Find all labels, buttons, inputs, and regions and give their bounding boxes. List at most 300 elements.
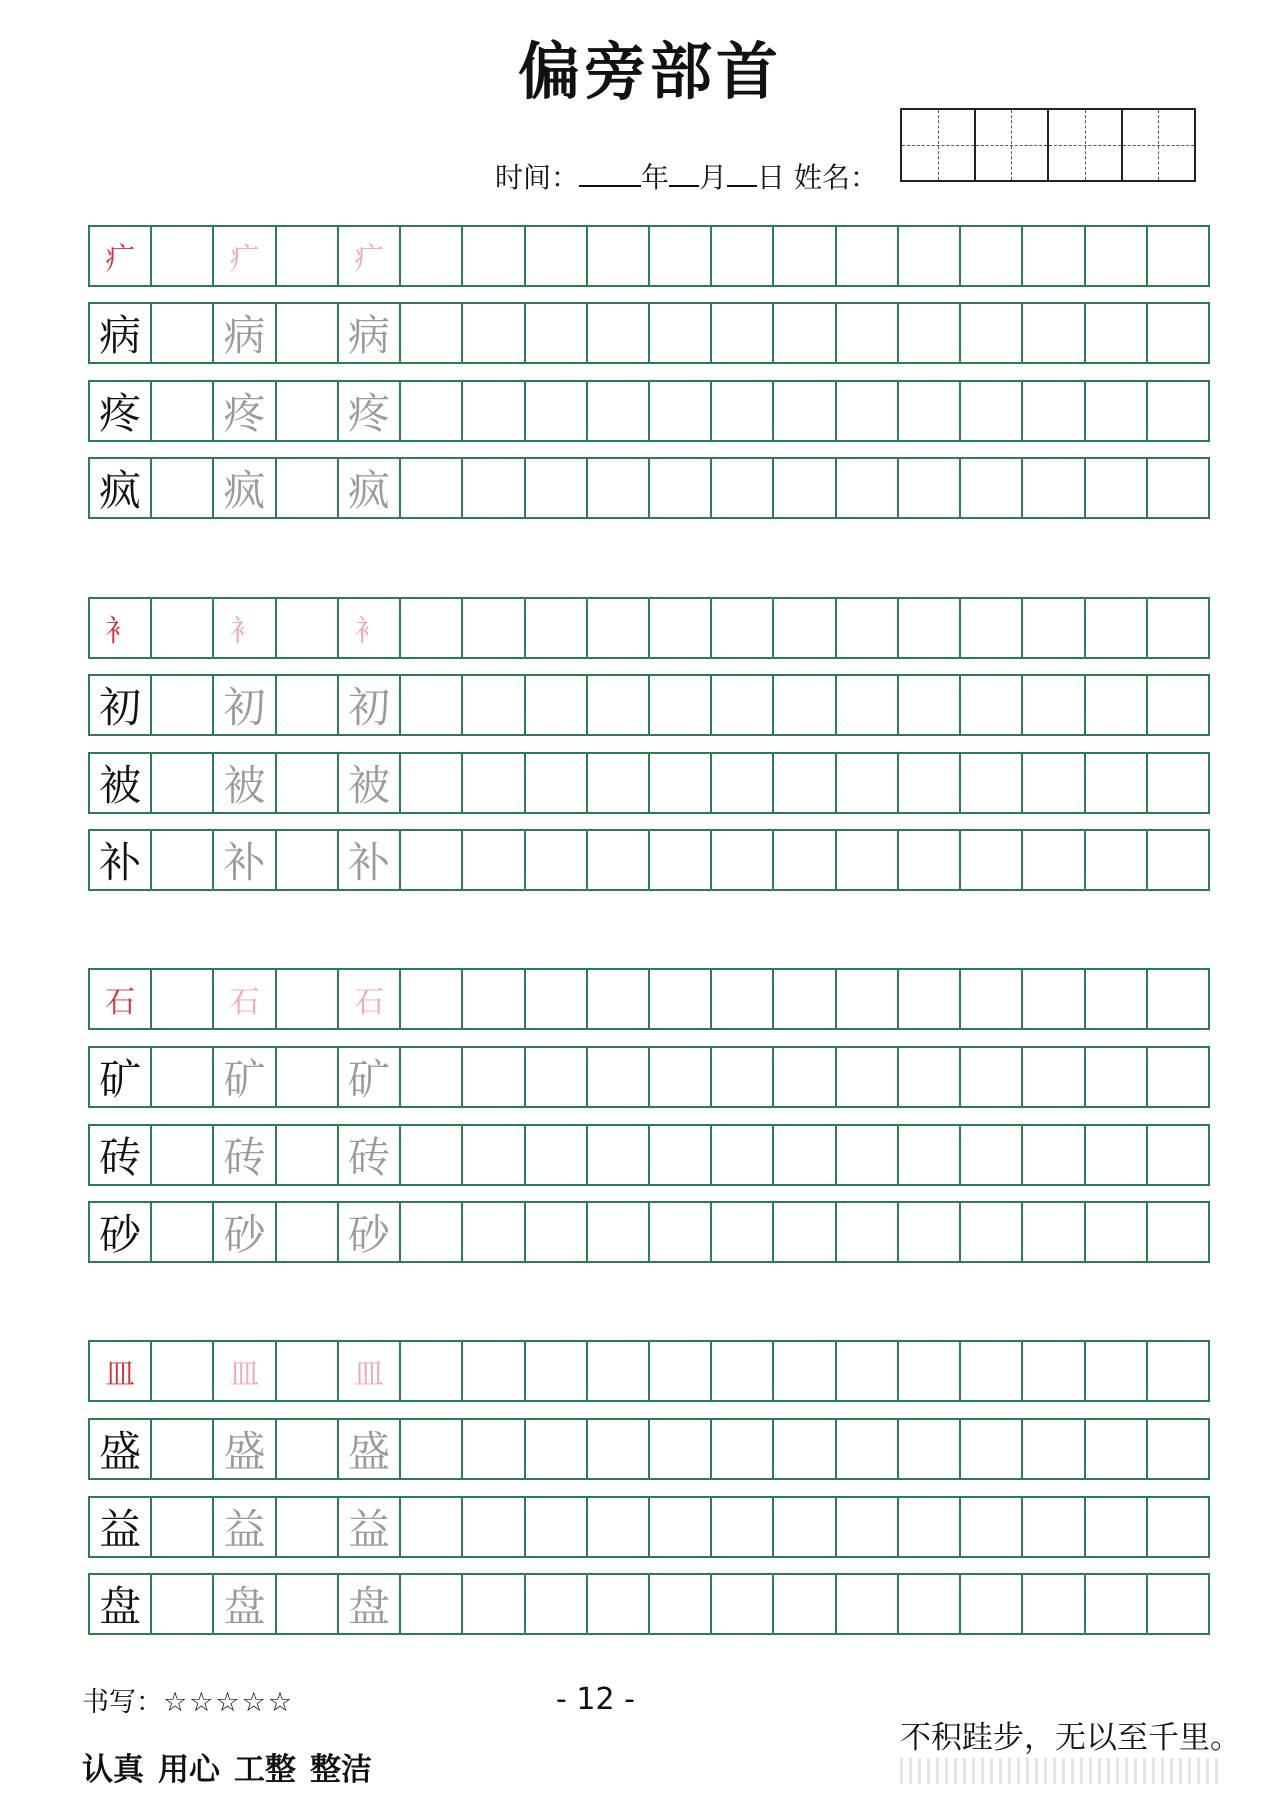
writing-cell[interactable] (526, 1575, 588, 1633)
writing-cell[interactable] (401, 304, 463, 362)
writing-cell[interactable] (1023, 382, 1085, 440)
name-label: 姓名： (793, 161, 878, 194)
rating-stars[interactable]: ☆☆☆☆☆ (163, 1687, 295, 1718)
model-character[interactable]: 盛 (90, 1420, 152, 1478)
writing-cell[interactable] (837, 1203, 899, 1261)
trace-character[interactable]: 皿 (339, 1342, 401, 1400)
writing-cell[interactable] (712, 754, 774, 812)
writing-cell[interactable] (899, 1575, 961, 1633)
writing-cell[interactable] (774, 831, 836, 889)
trace-character[interactable]: 益 (214, 1498, 276, 1556)
writing-cell[interactable] (588, 304, 650, 362)
writing-cell[interactable] (774, 1575, 836, 1633)
writing-cell[interactable] (277, 1203, 339, 1261)
writing-cell[interactable] (526, 754, 588, 812)
writing-cell[interactable] (774, 676, 836, 734)
writing-cell[interactable] (463, 227, 525, 285)
writing-cell[interactable] (401, 970, 463, 1028)
writing-cell[interactable] (1148, 227, 1208, 285)
writing-cell[interactable] (961, 1203, 1023, 1261)
writing-cell[interactable] (1023, 599, 1085, 657)
writing-cell[interactable] (1148, 1420, 1208, 1478)
writing-cell[interactable] (899, 304, 961, 362)
writing-cell[interactable] (401, 1203, 463, 1261)
writing-cell[interactable] (526, 1498, 588, 1556)
writing-cell[interactable] (277, 970, 339, 1028)
writing-cell[interactable] (526, 1420, 588, 1478)
writing-cell[interactable] (650, 599, 712, 657)
writing-cell[interactable] (712, 1048, 774, 1106)
writing-cell[interactable] (152, 1126, 214, 1184)
writing-cell[interactable] (1148, 1498, 1208, 1556)
writing-cell[interactable] (588, 1420, 650, 1478)
writing-cell[interactable] (401, 831, 463, 889)
writing-cell[interactable] (774, 599, 836, 657)
writing-cell[interactable] (1148, 459, 1208, 517)
writing-cell[interactable] (837, 970, 899, 1028)
writing-cell[interactable] (277, 459, 339, 517)
trace-character[interactable]: 疒 (339, 227, 401, 285)
writing-cell[interactable] (1086, 831, 1148, 889)
writing-cell[interactable] (1148, 1575, 1208, 1633)
writing-cell[interactable] (899, 1203, 961, 1261)
writing-cell[interactable] (463, 970, 525, 1028)
trace-character[interactable]: 矿 (339, 1048, 401, 1106)
writing-cell[interactable] (1023, 1498, 1085, 1556)
writing-cell[interactable] (277, 599, 339, 657)
name-cell[interactable] (1123, 110, 1195, 180)
trace-character[interactable]: 矿 (214, 1048, 276, 1106)
trace-character[interactable]: 衤 (214, 599, 276, 657)
trace-character[interactable]: 被 (214, 754, 276, 812)
writing-cell[interactable] (712, 970, 774, 1028)
writing-cell[interactable] (1086, 304, 1148, 362)
writing-cell[interactable] (1148, 970, 1208, 1028)
model-character[interactable]: 盘 (90, 1575, 152, 1633)
writing-cell[interactable] (837, 1048, 899, 1106)
year-blank[interactable] (579, 159, 641, 187)
writing-cell[interactable] (712, 676, 774, 734)
trace-character[interactable]: 盛 (339, 1420, 401, 1478)
writing-cell[interactable] (899, 1420, 961, 1478)
writing-cell[interactable] (152, 754, 214, 812)
trace-character[interactable]: 盘 (214, 1575, 276, 1633)
writing-cell[interactable] (1148, 1126, 1208, 1184)
writing-cell[interactable] (1086, 970, 1148, 1028)
writing-cell[interactable] (463, 1203, 525, 1261)
writing-cell[interactable] (837, 1420, 899, 1478)
writing-cell[interactable] (152, 1342, 214, 1400)
writing-cell[interactable] (961, 599, 1023, 657)
writing-cell[interactable] (526, 1342, 588, 1400)
writing-cell[interactable] (774, 1203, 836, 1261)
writing-cell[interactable] (837, 676, 899, 734)
writing-cell[interactable] (899, 676, 961, 734)
writing-cell[interactable] (837, 304, 899, 362)
trace-character[interactable]: 衤 (339, 599, 401, 657)
writing-cell[interactable] (837, 1126, 899, 1184)
writing-cell[interactable] (401, 1420, 463, 1478)
writing-cell[interactable] (277, 1498, 339, 1556)
trace-character[interactable]: 砖 (339, 1126, 401, 1184)
writing-cell[interactable] (588, 676, 650, 734)
name-cell[interactable] (976, 110, 1050, 180)
writing-cell[interactable] (463, 1048, 525, 1106)
writing-cell[interactable] (401, 1498, 463, 1556)
writing-cell[interactable] (277, 304, 339, 362)
writing-cell[interactable] (1086, 754, 1148, 812)
writing-cell[interactable] (899, 227, 961, 285)
writing-cell[interactable] (1023, 1342, 1085, 1400)
writing-cell[interactable] (774, 1498, 836, 1556)
writing-cell[interactable] (650, 1575, 712, 1633)
writing-cell[interactable] (650, 227, 712, 285)
writing-cell[interactable] (712, 599, 774, 657)
writing-cell[interactable] (588, 382, 650, 440)
trace-character[interactable]: 石 (214, 970, 276, 1028)
model-character[interactable]: 砂 (90, 1203, 152, 1261)
writing-cell[interactable] (1086, 599, 1148, 657)
writing-cell[interactable] (650, 1498, 712, 1556)
writing-cell[interactable] (1148, 754, 1208, 812)
writing-cell[interactable] (837, 754, 899, 812)
writing-cell[interactable] (774, 1126, 836, 1184)
writing-cell[interactable] (961, 1575, 1023, 1633)
writing-cell[interactable] (463, 1342, 525, 1400)
writing-cell[interactable] (277, 1126, 339, 1184)
writing-cell[interactable] (650, 1420, 712, 1478)
writing-cell[interactable] (152, 304, 214, 362)
writing-cell[interactable] (1086, 1342, 1148, 1400)
writing-cell[interactable] (588, 1575, 650, 1633)
model-character[interactable]: 疯 (90, 459, 152, 517)
writing-cell[interactable] (152, 970, 214, 1028)
writing-cell[interactable] (961, 1342, 1023, 1400)
writing-cell[interactable] (774, 459, 836, 517)
writing-cell[interactable] (277, 831, 339, 889)
model-character[interactable]: 砖 (90, 1126, 152, 1184)
writing-cell[interactable] (712, 1342, 774, 1400)
writing-cell[interactable] (277, 227, 339, 285)
writing-cell[interactable] (899, 599, 961, 657)
writing-cell[interactable] (526, 459, 588, 517)
writing-cell[interactable] (899, 1342, 961, 1400)
writing-cell[interactable] (401, 754, 463, 812)
writing-cell[interactable] (152, 1203, 214, 1261)
writing-cell[interactable] (277, 676, 339, 734)
writing-cell[interactable] (1086, 1420, 1148, 1478)
writing-cell[interactable] (650, 1126, 712, 1184)
writing-cell[interactable] (526, 304, 588, 362)
writing-cell[interactable] (152, 676, 214, 734)
writing-cell[interactable] (1086, 1575, 1148, 1633)
writing-cell[interactable] (961, 1048, 1023, 1106)
writing-cell[interactable] (401, 459, 463, 517)
writing-cell[interactable] (1148, 676, 1208, 734)
writing-cell[interactable] (1148, 382, 1208, 440)
writing-cell[interactable] (463, 459, 525, 517)
writing-cell[interactable] (1086, 227, 1148, 285)
writing-cell[interactable] (526, 599, 588, 657)
model-character[interactable]: 矿 (90, 1048, 152, 1106)
writing-cell[interactable] (961, 1498, 1023, 1556)
writing-cell[interactable] (1023, 1420, 1085, 1478)
writing-cell[interactable] (401, 382, 463, 440)
slogan (82, 1744, 386, 1789)
writing-cell[interactable] (837, 1342, 899, 1400)
writing-cell[interactable] (650, 754, 712, 812)
writing-cell[interactable] (774, 382, 836, 440)
writing-cell[interactable] (1023, 1575, 1085, 1633)
writing-cell[interactable] (837, 459, 899, 517)
writing-cell[interactable] (588, 459, 650, 517)
writing-cell[interactable] (463, 1575, 525, 1633)
writing-cell[interactable] (1086, 1126, 1148, 1184)
trace-character[interactable]: 初 (339, 676, 401, 734)
trace-character[interactable]: 砂 (214, 1203, 276, 1261)
writing-cell[interactable] (401, 676, 463, 734)
writing-cell[interactable] (463, 1126, 525, 1184)
trace-character[interactable]: 疯 (339, 459, 401, 517)
trace-character[interactable]: 益 (339, 1498, 401, 1556)
writing-cell[interactable] (712, 459, 774, 517)
writing-cell[interactable] (650, 1342, 712, 1400)
model-character[interactable]: 初 (90, 676, 152, 734)
writing-cell[interactable] (1086, 459, 1148, 517)
writing-cell[interactable] (152, 599, 214, 657)
trace-character[interactable]: 盛 (214, 1420, 276, 1478)
model-character[interactable]: 衤 (90, 599, 152, 657)
writing-cell[interactable] (401, 227, 463, 285)
writing-cell[interactable] (712, 1498, 774, 1556)
name-cell[interactable] (1049, 110, 1123, 180)
writing-cell[interactable] (650, 382, 712, 440)
writing-cell[interactable] (277, 1575, 339, 1633)
writing-cell[interactable] (152, 1420, 214, 1478)
writing-cell[interactable] (1086, 1048, 1148, 1106)
writing-cell[interactable] (961, 970, 1023, 1028)
writing-cell[interactable] (588, 1126, 650, 1184)
writing-cell[interactable] (899, 382, 961, 440)
trace-character[interactable]: 补 (339, 831, 401, 889)
writing-cell[interactable] (899, 1126, 961, 1184)
writing-cell[interactable] (837, 831, 899, 889)
writing-cell[interactable] (526, 1203, 588, 1261)
writing-cell[interactable] (837, 227, 899, 285)
writing-cell[interactable] (774, 1048, 836, 1106)
writing-cell[interactable] (961, 227, 1023, 285)
writing-cell[interactable] (588, 1048, 650, 1106)
writing-cell[interactable] (526, 1048, 588, 1106)
writing-cell[interactable] (152, 831, 214, 889)
trace-character[interactable]: 补 (214, 831, 276, 889)
writing-cell[interactable] (774, 1342, 836, 1400)
day-blank[interactable] (727, 159, 757, 187)
month-blank[interactable] (669, 159, 699, 187)
writing-cell[interactable] (650, 1203, 712, 1261)
writing-cell[interactable] (401, 1048, 463, 1106)
writing-cell[interactable] (152, 1048, 214, 1106)
trace-character[interactable]: 病 (214, 304, 276, 362)
writing-cell[interactable] (463, 382, 525, 440)
writing-cell[interactable] (774, 227, 836, 285)
writing-cell[interactable] (463, 754, 525, 812)
writing-cell[interactable] (961, 304, 1023, 362)
writing-cell[interactable] (588, 754, 650, 812)
writing-cell[interactable] (837, 1575, 899, 1633)
writing-cell[interactable] (152, 1498, 214, 1556)
writing-cell[interactable] (1086, 676, 1148, 734)
writing-cell[interactable] (526, 831, 588, 889)
model-character[interactable]: 益 (90, 1498, 152, 1556)
writing-cell[interactable] (1023, 227, 1085, 285)
writing-cell[interactable] (712, 831, 774, 889)
trace-character[interactable]: 疯 (214, 459, 276, 517)
writing-cell[interactable] (650, 831, 712, 889)
writing-cell[interactable] (961, 1126, 1023, 1184)
writing-cell[interactable] (899, 754, 961, 812)
writing-cell[interactable] (712, 227, 774, 285)
writing-cell[interactable] (961, 1420, 1023, 1478)
writing-cell[interactable] (837, 599, 899, 657)
writing-cell[interactable] (1148, 1048, 1208, 1106)
writing-cell[interactable] (588, 1203, 650, 1261)
writing-cell[interactable] (837, 382, 899, 440)
writing-cell[interactable] (152, 382, 214, 440)
trace-character[interactable]: 疒 (214, 227, 276, 285)
writing-cell[interactable] (961, 382, 1023, 440)
writing-cell[interactable] (961, 754, 1023, 812)
writing-cell[interactable] (588, 227, 650, 285)
writing-cell[interactable] (401, 1126, 463, 1184)
writing-cell[interactable] (277, 1420, 339, 1478)
trace-character[interactable]: 皿 (214, 1342, 276, 1400)
writing-cell[interactable] (401, 1575, 463, 1633)
writing-cell[interactable] (650, 304, 712, 362)
trace-character[interactable]: 石 (339, 970, 401, 1028)
writing-cell[interactable] (1086, 382, 1148, 440)
writing-cell[interactable] (401, 599, 463, 657)
writing-cell[interactable] (463, 1420, 525, 1478)
trace-character[interactable]: 病 (339, 304, 401, 362)
writing-cell[interactable] (1023, 831, 1085, 889)
writing-cell[interactable] (1023, 304, 1085, 362)
writing-cell[interactable] (961, 459, 1023, 517)
writing-cell[interactable] (588, 599, 650, 657)
writing-cell[interactable] (1023, 970, 1085, 1028)
writing-cell[interactable] (774, 754, 836, 812)
writing-cell[interactable] (463, 304, 525, 362)
writing-cell[interactable] (588, 831, 650, 889)
writing-cell[interactable] (961, 831, 1023, 889)
writing-cell[interactable] (277, 382, 339, 440)
writing-cell[interactable] (1023, 1126, 1085, 1184)
trace-character[interactable]: 砖 (214, 1126, 276, 1184)
writing-cell[interactable] (277, 1342, 339, 1400)
writing-cell[interactable] (1023, 459, 1085, 517)
writing-cell[interactable] (1148, 1342, 1208, 1400)
writing-cell[interactable] (774, 970, 836, 1028)
writing-cell[interactable] (1148, 599, 1208, 657)
writing-cell[interactable] (1023, 754, 1085, 812)
model-character[interactable]: 皿 (90, 1342, 152, 1400)
writing-cell[interactable] (712, 1575, 774, 1633)
writing-cell[interactable] (712, 1420, 774, 1478)
character-row (88, 1418, 1210, 1480)
writing-cell[interactable] (1148, 1203, 1208, 1261)
model-character[interactable]: 疒 (90, 227, 152, 285)
writing-cell[interactable] (526, 227, 588, 285)
writing-cell[interactable] (1086, 1498, 1148, 1556)
writing-cell[interactable] (712, 382, 774, 440)
writing-cell[interactable] (712, 1203, 774, 1261)
writing-cell[interactable] (526, 1126, 588, 1184)
model-character[interactable]: 病 (90, 304, 152, 362)
writing-cell[interactable] (463, 599, 525, 657)
writing-cell[interactable] (152, 227, 214, 285)
trace-character[interactable]: 疼 (339, 382, 401, 440)
writing-cell[interactable] (899, 1048, 961, 1106)
trace-character[interactable]: 盘 (339, 1575, 401, 1633)
writing-cell[interactable] (1148, 304, 1208, 362)
writing-cell[interactable] (1023, 1203, 1085, 1261)
writing-cell[interactable] (650, 676, 712, 734)
writing-cell[interactable] (277, 754, 339, 812)
writing-cell[interactable] (1086, 1203, 1148, 1261)
writing-cell[interactable] (650, 970, 712, 1028)
writing-cell[interactable] (463, 676, 525, 734)
trace-character[interactable]: 疼 (214, 382, 276, 440)
writing-cell[interactable] (712, 304, 774, 362)
writing-cell[interactable] (899, 970, 961, 1028)
writing-cell[interactable] (837, 1498, 899, 1556)
model-character[interactable]: 疼 (90, 382, 152, 440)
writing-cell[interactable] (1023, 1048, 1085, 1106)
writing-cell[interactable] (899, 459, 961, 517)
model-character[interactable]: 石 (90, 970, 152, 1028)
name-box[interactable] (900, 108, 1196, 182)
writing-cell[interactable] (277, 1048, 339, 1106)
writing-cell[interactable] (899, 1498, 961, 1556)
writing-cell[interactable] (650, 1048, 712, 1106)
writing-cell[interactable] (650, 459, 712, 517)
name-cell[interactable] (902, 110, 976, 180)
writing-cell[interactable] (1148, 831, 1208, 889)
writing-cell[interactable] (588, 970, 650, 1028)
model-character[interactable]: 被 (90, 754, 152, 812)
writing-cell[interactable] (899, 831, 961, 889)
writing-cell[interactable] (588, 1498, 650, 1556)
writing-cell[interactable] (588, 1342, 650, 1400)
writing-cell[interactable] (774, 1420, 836, 1478)
writing-cell[interactable] (152, 459, 214, 517)
writing-cell[interactable] (712, 1126, 774, 1184)
trace-character[interactable]: 初 (214, 676, 276, 734)
writing-cell[interactable] (463, 831, 525, 889)
model-character[interactable]: 补 (90, 831, 152, 889)
writing-cell[interactable] (526, 676, 588, 734)
writing-cell[interactable] (1023, 676, 1085, 734)
writing-cell[interactable] (961, 676, 1023, 734)
writing-cell[interactable] (774, 304, 836, 362)
writing-cell[interactable] (463, 1498, 525, 1556)
trace-character[interactable]: 被 (339, 754, 401, 812)
writing-cell[interactable] (152, 1575, 214, 1633)
writing-cell[interactable] (401, 1342, 463, 1400)
writing-cell[interactable] (526, 382, 588, 440)
trace-character[interactable]: 砂 (339, 1203, 401, 1261)
writing-cell[interactable] (526, 970, 588, 1028)
